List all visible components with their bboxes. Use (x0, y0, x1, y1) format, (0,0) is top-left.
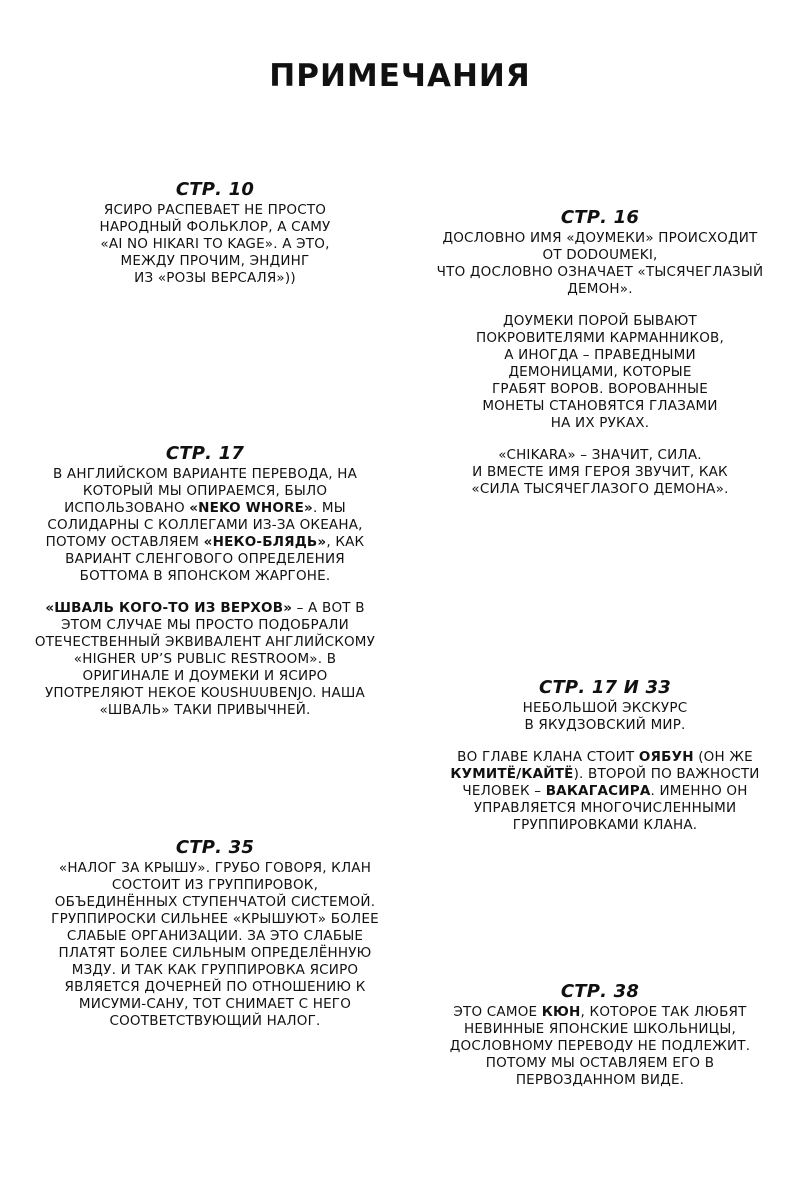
bold-term: КУМИТЁ/КАЙТЁ (450, 766, 574, 782)
text-run: , КАК (326, 534, 365, 550)
note-line: НАРОДНЫЙ ФОЛЬКЛОР, А САМУ (99, 219, 331, 235)
note-line (30, 600, 380, 617)
text-run: ЧЕЛОВЕК – (462, 783, 546, 799)
note-heading: СТР. 10 (175, 179, 255, 200)
note-paragraph-3 (420, 447, 780, 498)
note-line: НЕБОЛЬШОЙ ЭКСКУРС (522, 700, 688, 716)
note-line: ПЛАТЯТ БОЛЕЕ СИЛЬНЫМ ОПРЕДЕЛЁННУЮ (58, 945, 372, 961)
note-page-38 (420, 982, 780, 1089)
note-paragraph-1 (30, 466, 380, 585)
note-heading: СТР. 17 И 33 (539, 677, 671, 698)
note-line: СЛАБЫЕ ОРГАНИЗАЦИИ. ЗА ЭТО СЛАБЫЕ (66, 928, 364, 944)
note-line (30, 534, 380, 551)
note-line: НЕВИННЫЕ ЯПОНСКИЕ ШКОЛЬНИЦЫ, (464, 1021, 736, 1037)
note-heading: СТР. 35 (175, 837, 255, 858)
page-title: ПРИМЕЧАНИЯ (269, 58, 531, 94)
note-line: «HIGHER UP’S PUBLIC RESTROOM». В (73, 651, 337, 667)
note-page-17-and-33 (420, 678, 790, 834)
text-run: . ИМЕННО ОН (650, 783, 748, 799)
note-line (420, 766, 790, 783)
note-line: «CHIKARA» – ЗНАЧИТ, СИЛА. (498, 447, 702, 463)
note-line: ИЗ «РОЗЫ ВЕРСАЛЯ»)) (134, 270, 296, 286)
text-run: ПОТОМУ ОСТАВЛЯЕМ (45, 534, 204, 550)
note-line (420, 783, 790, 800)
bold-term: ВАКАГАСИРА (545, 783, 651, 799)
note-line: А ИНОГДА – ПРАВЕДНЫМИ (504, 347, 696, 363)
note-line: УПОТРЕЛЯЮТ НЕКОЕ KOUSHUUBENJO. НАША (45, 685, 365, 701)
bold-term: ОЯБУН (638, 749, 694, 765)
note-page-10 (60, 180, 370, 287)
note-line: ГРУППИРОСКИ СИЛЬНЕЕ «КРЫШУЮТ» БОЛЕЕ (51, 911, 379, 927)
note-paragraph-1 (420, 230, 780, 298)
text-run: ЭТО САМОЕ (453, 1004, 542, 1020)
note-page-35 (40, 838, 390, 1030)
note-line: ВАРИАНТ СЛЕНГОВОГО ОПРЕДЕЛЕНИЯ (65, 551, 345, 567)
note-line: ЭТОМ СЛУЧАЕ МЫ ПРОСТО ПОДОБРАЛИ (61, 617, 349, 633)
note-line: МЕЖДУ ПРОЧИМ, ЭНДИНГ (120, 253, 310, 269)
note-text (420, 1004, 780, 1089)
note-line: В ЯКУДЗОВСКИЙ МИР. (524, 717, 686, 733)
bold-term: КЮН (541, 1004, 581, 1020)
note-line: ДОСЛОВНОМУ ПЕРЕВОДУ НЕ ПОДЛЕЖИТ. (449, 1038, 751, 1054)
note-line: КОТОРЫЙ МЫ ОПИРАЕМСЯ, БЫЛО (82, 483, 328, 499)
note-line: «ШВАЛЬ» ТАКИ ПРИВЫЧНЕЙ. (99, 702, 311, 718)
note-line: ЧТО ДОСЛОВНО ОЗНАЧАЕТ «ТЫСЯЧЕГЛАЗЫЙ (436, 264, 764, 280)
note-page-16 (420, 208, 780, 498)
note-line: НА ИХ РУКАХ. (550, 415, 650, 431)
note-line: ДЕМОНИЦАМИ, КОТОРЫЕ (508, 364, 692, 380)
note-text (60, 202, 370, 287)
note-line: ОТЕЧЕСТВЕННЫЙ ЭКВИВАЛЕНТ АНГЛИЙСКОМУ (34, 634, 376, 650)
note-page-17 (30, 444, 380, 719)
note-line: ЯВЛЯЕТСЯ ДОЧЕРНЕЙ ПО ОТНОШЕНИЮ К (64, 979, 366, 995)
note-paragraph-2 (420, 749, 790, 834)
note-line: ОРИГИНАЛЕ И ДОУМЕКИ И ЯСИРО (82, 668, 328, 684)
note-line: «НАЛОГ ЗА КРЫШУ». ГРУБО ГОВОРЯ, КЛАН (58, 860, 372, 876)
bold-term: «NEKO WHORE» (189, 500, 313, 516)
text-run: ИСПОЛЬЗОВАНО (64, 500, 190, 516)
note-line: УПРАВЛЯЕТСЯ МНОГОЧИСЛЕННЫМИ (473, 800, 737, 816)
note-line: ГРУППИРОВКАМИ КЛАНА. (512, 817, 698, 833)
note-line: МИСУМИ-САНУ, ТОТ СНИМАЕТ С НЕГО (78, 996, 352, 1012)
text-run: – А ВОТ В (292, 600, 365, 616)
note-line: ДОУМЕКИ ПОРОЙ БЫВАЮТ (503, 313, 697, 329)
note-heading: СТР. 16 (560, 207, 640, 228)
note-line: ЯСИРО РАСПЕВАЕТ НЕ ПРОСТО (103, 202, 327, 218)
note-line: ПЕРВОЗДАННОМ ВИДЕ. (515, 1072, 685, 1088)
note-line: СОСТОИТ ИЗ ГРУППИРОВОК, (111, 877, 319, 893)
note-heading: СТР. 17 (165, 443, 245, 464)
bold-term: «ШВАЛЬ КОГО-ТО ИЗ ВЕРХОВ» (45, 600, 293, 616)
note-line: СОЛИДАРНЫ С КОЛЛЕГАМИ ИЗ-ЗА ОКЕАНА, (47, 517, 363, 533)
note-paragraph-2 (30, 600, 380, 719)
note-line: БОТТОМА В ЯПОНСКОМ ЖАРГОНЕ. (79, 568, 331, 584)
note-line: ОБЪЕДИНЁННЫХ СТУПЕНЧАТОЙ СИСТЕМОЙ. (54, 894, 376, 910)
note-line: В АНГЛИЙСКОМ ВАРИАНТЕ ПЕРЕВОДА, НА (52, 466, 358, 482)
note-line: ПОКРОВИТЕЛЯМИ КАРМАННИКОВ, (475, 330, 725, 346)
note-line: МОНЕТЫ СТАНОВЯТСЯ ГЛАЗАМИ (482, 398, 718, 414)
bold-term: «НЕКО-БЛЯДЬ» (203, 534, 327, 550)
note-paragraph-1 (420, 700, 790, 734)
text-run: ВО ГЛАВЕ КЛАНА СТОИТ (457, 749, 639, 765)
note-line: ДЕМОН». (567, 281, 633, 297)
note-line: ПОТОМУ МЫ ОСТАВЛЯЕМ ЕГО В (485, 1055, 715, 1071)
text-run: , КОТОРОЕ ТАК ЛЮБЯТ (580, 1004, 747, 1020)
note-line (30, 500, 380, 517)
text-run: (ОН ЖЕ (693, 749, 753, 765)
text-run: . МЫ (312, 500, 346, 516)
note-line: «AI NO HIKARI TO KAGE». А ЭТО, (100, 236, 330, 252)
note-heading: СТР. 38 (560, 981, 640, 1002)
note-paragraph-2 (420, 313, 780, 432)
note-line: СООТВЕТСТВУЮЩИЙ НАЛОГ. (109, 1013, 321, 1029)
text-run: ). ВТОРОЙ ПО ВАЖНОСТИ (573, 766, 760, 782)
note-line: ДОСЛОВНО ИМЯ «ДОУМЕКИ» ПРОИСХОДИТ (442, 230, 758, 246)
note-line: ОТ DODOUMEKI, (542, 247, 658, 263)
note-line: ГРАБЯТ ВОРОВ. ВОРОВАННЫЕ (492, 381, 708, 397)
note-line: И ВМЕСТЕ ИМЯ ГЕРОЯ ЗВУЧИТ, КАК (472, 464, 728, 480)
note-line (420, 749, 790, 766)
note-line (420, 1004, 780, 1021)
note-line: «СИЛА ТЫСЯЧЕГЛАЗОГО ДЕМОНА». (471, 481, 729, 497)
note-text (40, 860, 390, 1030)
note-line: МЗДУ. И ТАК КАК ГРУППИРОВКА ЯСИРО (71, 962, 359, 978)
